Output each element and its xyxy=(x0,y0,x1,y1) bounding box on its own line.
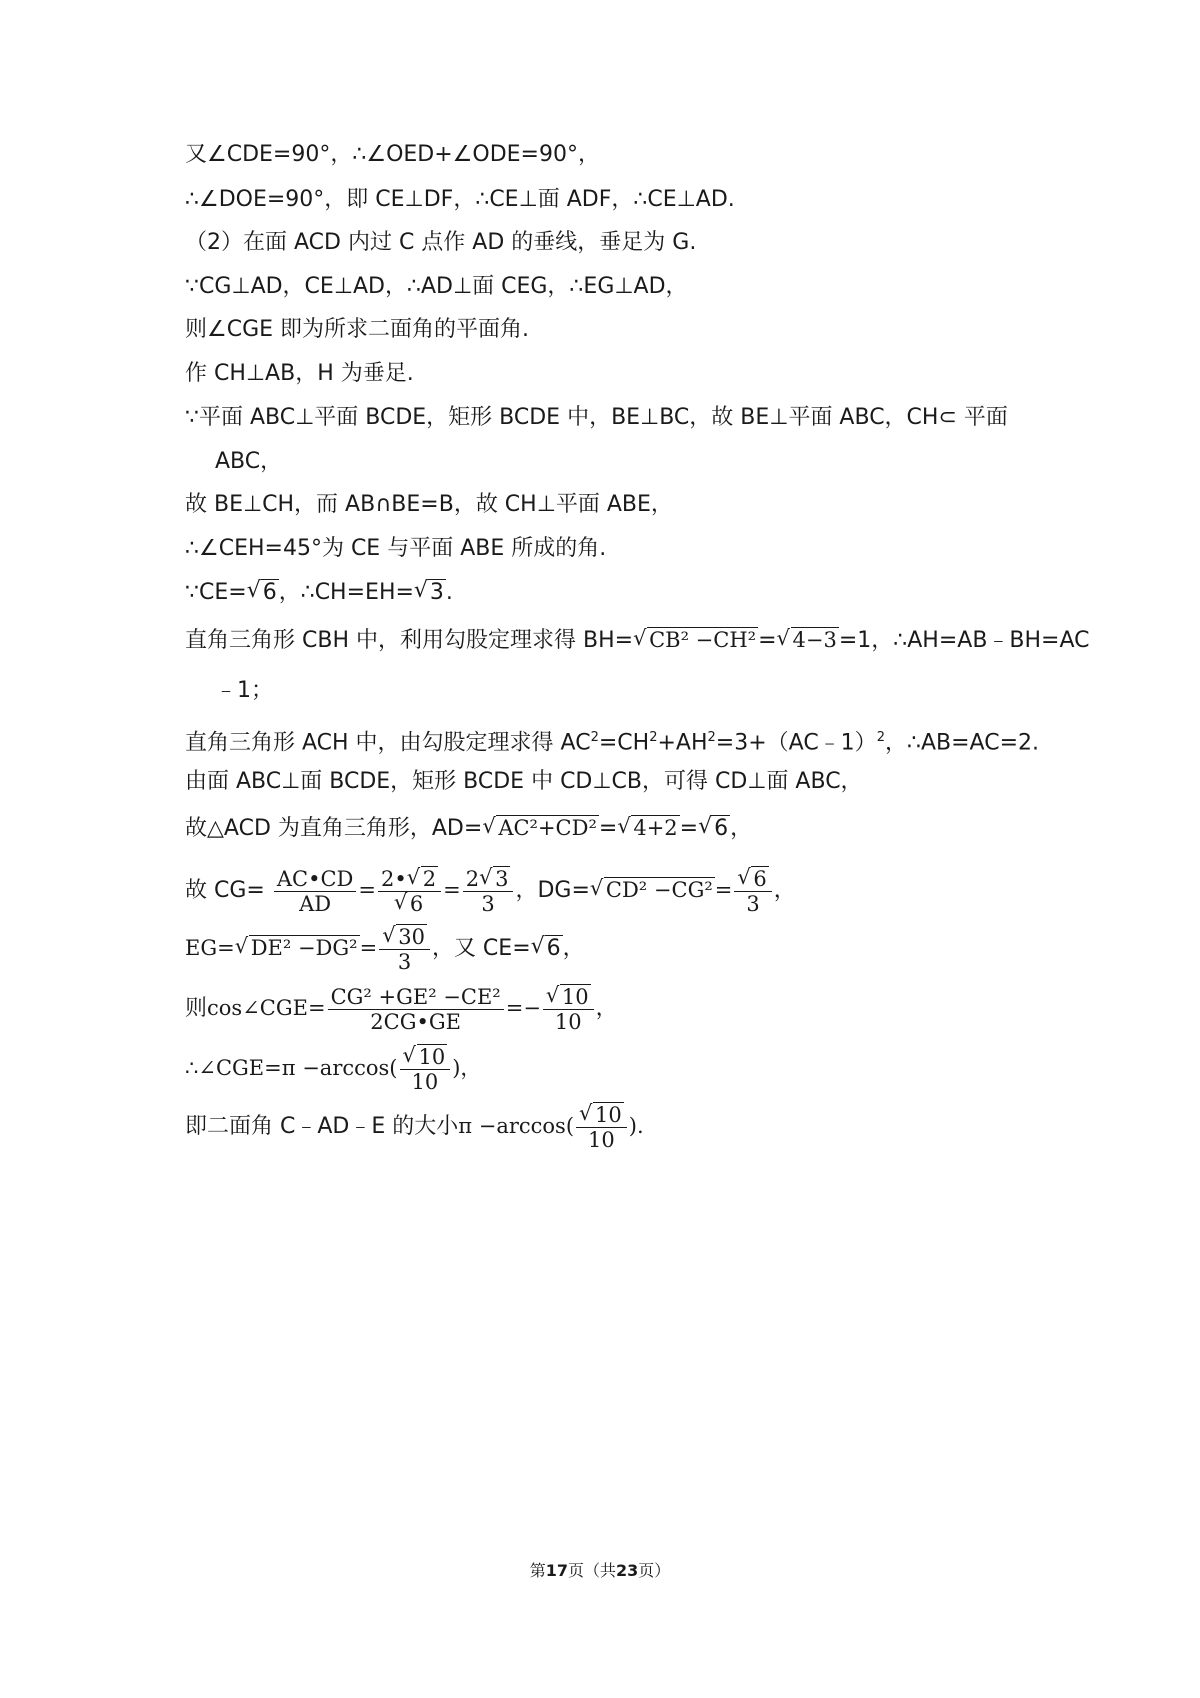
fraction: $\frac{\text{CG² +GE² −CE²}}{2CG•GE}$ xyxy=(328,985,504,1034)
solution-line: 又∠CDE=90°，∴∠OED+∠ODE=90°， xyxy=(185,142,600,167)
sqrt: √ 4+2 xyxy=(617,813,679,843)
fraction: √ $\frac{10}{10}$ xyxy=(576,1103,627,1152)
solution-line: ∵CE=√ 6，∴CH=EH=√ 3. xyxy=(185,578,453,608)
fraction: $\frac{AC•CD}{AD}$ xyxy=(274,867,357,916)
page-footer: 第17页（共23页） xyxy=(529,1561,671,1580)
solution-line: 故 CG= $\frac{AC•CD}{AD}$ = 2•√ 2 √ 6 = $\frac{2√ 3}{3}$ ，DG=√ CD² −CG²= √ $\frac{6}{3}$ ， xyxy=(185,862,796,919)
sqrt: √ DE² −DG² xyxy=(235,920,360,976)
page-total: 23 xyxy=(616,1561,639,1580)
page-number: 17 xyxy=(545,1561,568,1580)
sqrt: √ CB² −CH² xyxy=(633,625,758,655)
fraction: √ $\frac{6}{3}$ xyxy=(734,867,771,916)
solution-line: （2）在面 ACD 内过 C 点作 AD 的垂线，垂足为 G. xyxy=(185,230,697,255)
solution-line: ∴∠DOE=90°，即 CE⊥DF，∴CE⊥面 ADF，∴CE⊥AD. xyxy=(185,187,735,212)
fraction: $\frac{2√ 3}{3}$ xyxy=(463,867,514,916)
solution-line: 作 CH⊥AB，H 为垂足. xyxy=(185,361,414,386)
fraction: √ $\frac{10}{10}$ xyxy=(400,1045,451,1094)
sqrt: √ 6 xyxy=(698,814,730,844)
fraction: 2•√ 2 √ 6 xyxy=(378,867,441,916)
solution-line: ∵平面 ABC⊥平面 BCDE，矩形 BCDE 中，BE⊥BC，故 BE⊥平面 ABC，CH⊂ 平面 xyxy=(185,405,1008,430)
solution-line: EG=√ DE² −DG²= √ $\frac{30}{3}$ ，又 CE=√ 6， xyxy=(185,920,585,977)
solution-line: ∴∠CEH=45°为 CE 与平面 ABE 所成的角. xyxy=(185,536,607,561)
sqrt: √ AC²+CD² xyxy=(482,813,599,843)
sqrt: √ CD² −CG² xyxy=(590,862,715,918)
fraction: √ $\frac{10}{10}$ xyxy=(543,985,594,1034)
solution-line: ∵CG⊥AD，CE⊥AD，∴AD⊥面 CEG，∴EG⊥AD， xyxy=(185,274,688,299)
fraction: √ $\frac{30}{3}$ xyxy=(379,925,430,974)
solution-line: 由面 ABC⊥面 BCDE，矩形 BCDE 中 CD⊥CB，可得 CD⊥面 ABC， xyxy=(185,769,863,794)
solution-line: 直角三角形 ACH 中，由勾股定理求得 $AC^2=CH^2+AH^2=3+(AC﹣1)^2$，∴AB=AC=2. xyxy=(185,730,1039,756)
sqrt: √ 6 xyxy=(247,578,279,608)
sqrt: √ 4−3 xyxy=(777,625,839,655)
solution-line: 直角三角形 CBH 中，利用勾股定理求得 BH=√ CB² −CH²=√ 4−3=1，∴AH=AB﹣BH=AC xyxy=(185,625,1090,656)
solution-line: ∴∠CGE=π −arccos( √ $\frac{10}{10}$ )， xyxy=(185,1040,481,1097)
solution-line-continued: ﹣1； xyxy=(215,678,273,703)
solution-line: 则∠CGE 即为所求二面角的平面角. xyxy=(185,317,530,342)
solution-line-continued: ABC， xyxy=(215,449,283,474)
sqrt: √ 6 xyxy=(531,921,563,977)
solution-line: 则cos∠CGE= $\frac{\text{CG² +GE² −CE²}}{2CG•GE}$ =− √ $\frac{10}{10}$ ， xyxy=(185,980,618,1037)
solution-line: 故 BE⊥CH，而 AB∩BE=B，故 CH⊥平面 ABE， xyxy=(185,492,673,517)
solution-line: 即二面角 C﹣AD﹣E 的大小π −arccos( √ $\frac{10}{10}$ ). xyxy=(185,1098,644,1155)
sqrt: √ 3 xyxy=(414,578,446,608)
solution-line: 故△ACD 为直角三角形，AD=√ AC²+CD²=√ 4+2=√ 6， xyxy=(185,813,752,844)
